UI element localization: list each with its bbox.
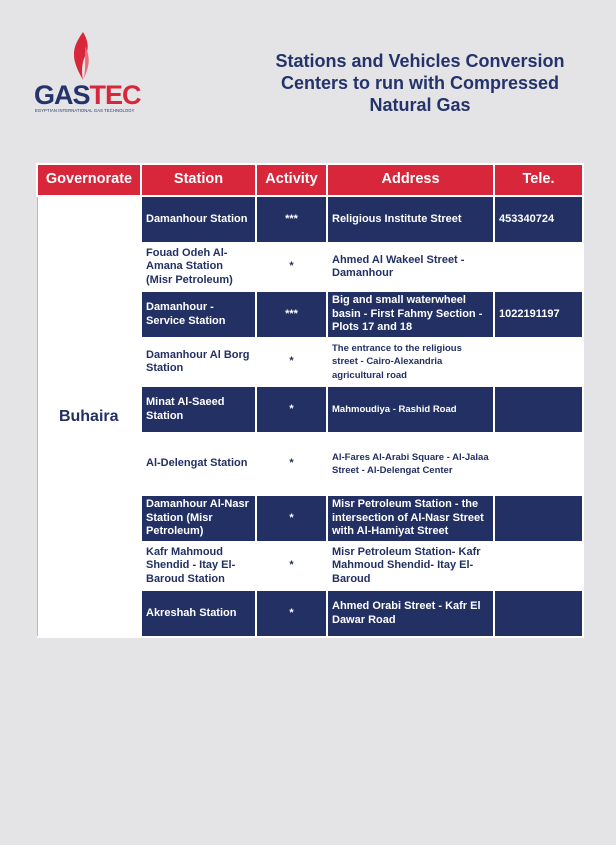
tele-cell xyxy=(494,433,583,495)
station-cell: Minat Al-Saeed Station xyxy=(141,386,256,433)
header-governorate: Governorate xyxy=(37,164,141,196)
tele-cell: 1022191197 xyxy=(494,291,583,338)
station-cell: Damanhour Al-Nasr Station (Misr Petroleum) xyxy=(141,495,256,542)
tele-cell xyxy=(494,386,583,433)
activity-cell: * xyxy=(256,433,327,495)
title-line-1: Stations and Vehicles Conversion xyxy=(275,51,565,71)
title-line-3: Natural Gas xyxy=(369,95,471,115)
tele-cell: 453340724 xyxy=(494,196,583,243)
station-cell: Damanhour Station xyxy=(141,196,256,243)
tele-cell xyxy=(494,243,583,291)
header-address: Address xyxy=(327,164,494,196)
logo-tagline: EGYPTIAN INTERNATIONAL GAS TECHNOLOGY xyxy=(35,108,135,113)
header-station: Station xyxy=(141,164,256,196)
station-cell: Damanhour - Service Station xyxy=(141,291,256,338)
station-cell: Akreshah Station xyxy=(141,590,256,637)
header-tele: Tele. xyxy=(494,164,583,196)
title-line-2: Centers to run with Compressed xyxy=(280,73,560,93)
address-cell: Religious Institute Street xyxy=(327,196,494,243)
address-cell: Al-Fares Al-Arabi Square - Al-Jalaa Street - Al-Delengat Center xyxy=(327,433,494,495)
header-activity: Activity xyxy=(256,164,327,196)
tele-cell xyxy=(494,495,583,542)
tele-cell xyxy=(494,338,583,386)
activity-cell: * xyxy=(256,542,327,590)
address-cell: The entrance to the religious street - Cairo-Alexandria agricultural road xyxy=(327,338,494,386)
activity-cell: * xyxy=(256,338,327,386)
tele-cell xyxy=(494,542,583,590)
logo-wordmark: GASTEC xyxy=(34,80,141,110)
activity-cell: * xyxy=(256,590,327,637)
table-header-row xyxy=(37,164,583,196)
address-cell: Big and small waterwheel basin - First Fahmy Section - Plots 17 and 18 xyxy=(327,291,494,338)
activity-cell: *** xyxy=(256,291,327,338)
stations-table xyxy=(36,163,584,638)
governorate-cell: Buhaira xyxy=(37,196,141,637)
table-row xyxy=(37,196,583,243)
activity-cell: *** xyxy=(256,196,327,243)
activity-cell: * xyxy=(256,386,327,433)
address-cell: Ahmed Orabi Street - Kafr El Dawar Road xyxy=(327,590,494,637)
station-cell: Fouad Odeh Al-Amana Station (Misr Petroleum) xyxy=(141,243,256,291)
gastec-logo xyxy=(32,32,141,116)
address-cell: Ahmed Al Wakeel Street -Damanhour xyxy=(327,243,494,291)
station-cell: Damanhour Al Borg Station xyxy=(141,338,256,386)
flame-icon xyxy=(72,32,94,80)
address-cell: Misr Petroleum Station - the intersection of Al-Nasr Street with Al-Hamiyat Street xyxy=(327,495,494,542)
address-cell: Mahmoudiya - Rashid Road xyxy=(327,386,494,433)
activity-cell: * xyxy=(256,243,327,291)
station-cell: Kafr Mahmoud Shendid - Itay El-Baroud Station xyxy=(141,542,256,590)
activity-cell: * xyxy=(256,495,327,542)
station-cell: Al-Delengat Station xyxy=(141,433,256,495)
page-title xyxy=(260,50,580,116)
address-cell: Misr Petroleum Station- Kafr Mahmoud Shendid- Itay El-Baroud xyxy=(327,542,494,590)
tele-cell xyxy=(494,590,583,637)
